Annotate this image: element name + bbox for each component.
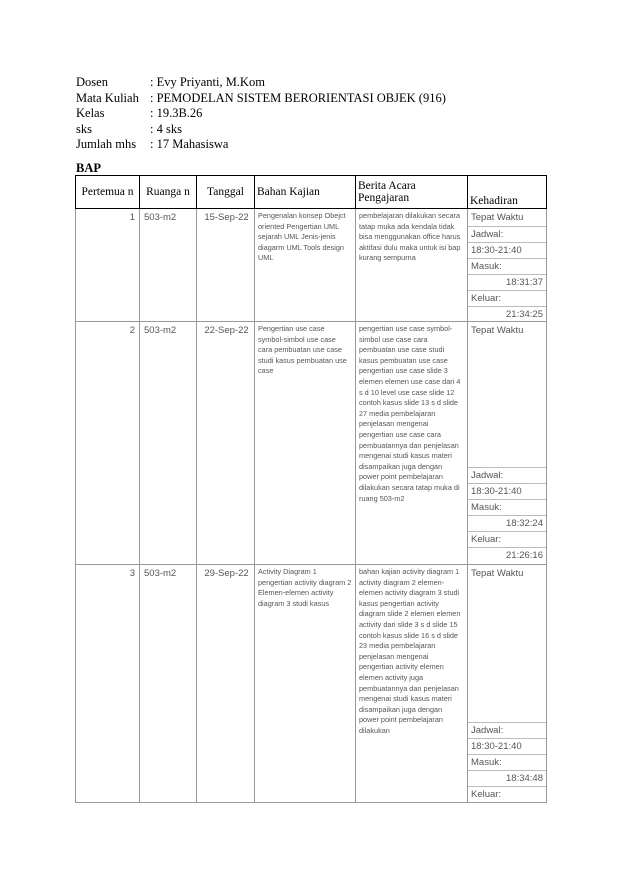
masuk-label: Masuk: — [468, 499, 546, 515]
row-date: 29-Sep-22 — [197, 565, 255, 803]
table-header-row — [76, 176, 547, 209]
keluar-label: Keluar: — [468, 290, 546, 306]
bap-title: BAP — [76, 161, 101, 175]
keluar-label: Keluar: — [468, 786, 546, 802]
info-label: sks — [76, 121, 92, 136]
header-ruangan: Ruanga n — [140, 176, 197, 209]
info-label: Mata Kuliah — [76, 90, 139, 105]
table-row — [76, 209, 547, 322]
row-topic: Activity Diagram 1 pengertian activity diagram 2 Elemen-elemen activity diagram 3 studi kasus — [255, 565, 356, 803]
info-row-dosen — [76, 75, 446, 91]
info-row-mata-kuliah — [76, 91, 446, 107]
jadwal-value: 18:30-21:40 — [468, 483, 546, 499]
header-pertemuan: Pertemua n — [76, 176, 140, 209]
keluar-value: 21:26:16 — [468, 547, 546, 563]
masuk-label: Masuk: — [468, 754, 546, 770]
jadwal-value: 18:30-21:40 — [468, 242, 546, 258]
row-report: pengertian use case symbol-simbol use case cara pembuatan use case studi kasus pembuatan use case pengertian use case slide 3 elemen elemen use case dari 4 s d 10 level use case slide 12 contoh kasus slide 13 s d slide 27 media pembelajaran penjelasan mengenai pengertian use case cara pembuatannya dan penjelasan mengenai studi kasus materi disampaikan juga dengan power point pembelajaran dilakukan secara tatap muka di ruang 503-m2 — [356, 322, 468, 565]
info-value: : Evy Priyanti, M.Kom — [150, 75, 265, 89]
info-label: Kelas — [76, 106, 105, 120]
row-date: 15-Sep-22 — [197, 209, 255, 322]
attendance-cell — [468, 209, 547, 322]
header-kehadiran: Kehadiran — [468, 176, 547, 209]
row-date: 22-Sep-22 — [197, 322, 255, 565]
row-number: 2 — [76, 322, 140, 565]
attendance-cell — [468, 322, 547, 565]
info-value: : 17 Mahasiswa — [150, 137, 229, 151]
info-value: : PEMODELAN SISTEM BERORIENTASI OBJEK (916) — [150, 90, 446, 105]
header-bahan-kajian: Bahan Kajian — [255, 176, 356, 209]
attendance-status: Tepat Waktu — [471, 212, 524, 223]
bap-table — [75, 175, 547, 803]
info-row-kelas — [76, 106, 446, 122]
row-topic: Pengertian use case symbol-simbol use case cara pembuatan use case studi kasus pembuatan use case — [255, 322, 356, 565]
info-label: Jumlah mhs — [76, 137, 137, 151]
info-value: : 4 sks — [150, 121, 182, 136]
info-value: : 19.3B.26 — [150, 106, 203, 120]
masuk-value: 18:34:48 — [468, 770, 546, 786]
row-room: 503-m2 — [140, 565, 197, 803]
row-number: 1 — [76, 209, 140, 322]
masuk-value: 18:32:24 — [468, 515, 546, 531]
header-berita-acara: Berita Acara Pengajaran — [356, 176, 468, 209]
course-info — [76, 75, 446, 153]
attendance-status: Tepat Waktu — [471, 325, 524, 336]
table-row — [76, 322, 547, 565]
row-report: pembelajaran dilakukan secara tatap muka ada kendala tidak bisa menggunakan office harus aktifasi dulu maka untuk isi bap kurang sempurna — [356, 209, 468, 322]
row-report: bahan kajian activity diagram 1 activity diagram 2 elemen-elemen activity diagram 3 studi kasus pengertian activity diagram slide 2 elemen elemen activity dari slide 3 s d slide 15 contoh kasus slide 16 s d slide 23 media pembelajaran penjelasan mengenai pengertian activity elemen elemen activity juga pembuatannya dan penjelasan mengenai studi kasus materi disampaikan juga dengan power point pembelajaran dilakukan — [356, 565, 468, 803]
jadwal-label: Jadwal: — [468, 722, 546, 738]
header-tanggal: Tanggal — [197, 176, 255, 209]
row-room: 503-m2 — [140, 322, 197, 565]
keluar-label: Keluar: — [468, 531, 546, 547]
row-number: 3 — [76, 565, 140, 803]
info-label: Dosen — [76, 75, 108, 89]
keluar-value: 21:34:25 — [468, 306, 546, 322]
masuk-label: Masuk: — [468, 258, 546, 274]
row-room: 503-m2 — [140, 209, 197, 322]
info-row-sks — [76, 122, 446, 138]
jadwal-value: 18:30-21:40 — [468, 738, 546, 754]
row-topic: Pengenalan konsep Obejct oriented Pengertian UML sejarah UML Jenis-jenis diagarm UML Tools design UML — [255, 209, 356, 322]
info-row-jumlah-mhs — [76, 137, 446, 153]
jadwal-label: Jadwal: — [468, 467, 546, 483]
attendance-status: Tepat Waktu — [471, 568, 524, 579]
masuk-value: 18:31:37 — [468, 274, 546, 290]
jadwal-label: Jadwal: — [468, 226, 546, 242]
attendance-cell — [468, 565, 547, 803]
table-row — [76, 565, 547, 803]
